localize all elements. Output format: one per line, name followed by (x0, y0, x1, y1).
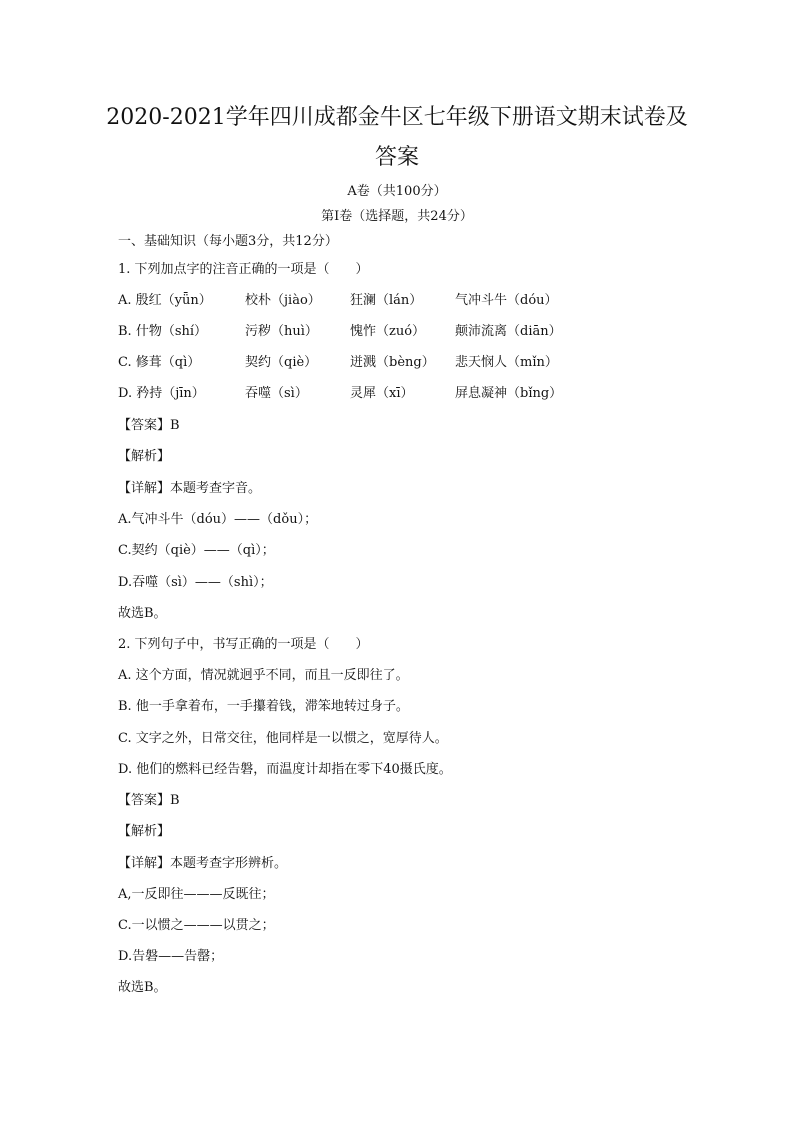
q1-option-b-word-4: 颠沛流离（diān） (455, 324, 562, 339)
q1-answer: 【答案】B (118, 418, 180, 433)
q1-option-b: B. 什物（shí） (118, 324, 208, 339)
q1-conclusion: 故选B。 (118, 606, 167, 621)
q1-option-c-word-4: 悲天悯人（mǐn） (455, 355, 558, 370)
q1-option-b-word-2: 污秽（huì） (245, 324, 318, 339)
q1-detail: 【详解】本题考查字音。 (118, 481, 262, 496)
document-title-line-2: 答案 (374, 145, 419, 170)
q1-option-d: D. 矜持（jīn） (118, 386, 205, 401)
q2-note-d: D.告磐——告罄； (118, 949, 224, 964)
q1-note-d: D.吞噬（sì）——（shì）； (118, 575, 273, 590)
q2-detail: 【详解】本题考查字形辨析。 (118, 856, 288, 871)
q1-option-a-word-4: 气冲斗牛（dóu） (455, 293, 558, 308)
q1-option-a-word-2: 校朴（jiào） (245, 293, 321, 308)
section-i-heading: 第Ⅰ卷（选择题，共24分） (321, 209, 473, 224)
q2-note-a: A,一反即往———反既往； (118, 887, 275, 902)
part-1-heading: 一、基础知识（每小题3分，共12分） (118, 234, 338, 249)
q1-analysis-heading: 【解析】 (118, 449, 171, 464)
q1-note-c: C.契约（qiè）——（qì）； (118, 543, 275, 558)
q1-option-d-word-4: 屏息凝神（bǐng） (455, 386, 563, 401)
q2-option-c: C. 文字之外，日常交往，他同样是一以惯之，宽厚待人。 (118, 731, 448, 746)
q1-option-c-word-3: 迸溅（bèng） (350, 355, 435, 370)
q1-option-d-word-2: 吞噬（sì） (245, 386, 308, 401)
q2-option-d: D. 他们的燃料已经告磐，而温度计却指在零下40摄氏度。 (118, 762, 452, 777)
q1-option-d-word-3: 灵犀（xī） (350, 386, 414, 401)
q2-stem: 2. 下列句子中，书写正确的一项是（ ） (118, 637, 369, 652)
q1-option-c-word-2: 契约（qiè） (245, 355, 318, 370)
q2-answer: 【答案】B (118, 793, 180, 808)
q1-stem: 1. 下列加点字的注音正确的一项是（ ） (118, 262, 369, 277)
q2-note-c: C.一以惯之———以贯之； (118, 918, 275, 933)
q1-option-c: C. 修葺（qì） (118, 355, 201, 370)
q1-option-a: A. 殷红（yǖn） (118, 293, 212, 308)
q2-conclusion: 故选B。 (118, 980, 167, 995)
section-a-heading: A卷（共100分） (347, 184, 447, 199)
q2-option-b: B. 他一手拿着布，一手攥着钱，滞笨地转过身子。 (118, 699, 409, 714)
document-title-line-1: 2020-2021学年四川成都金牛区七年级下册语文期末试卷及 (106, 105, 688, 130)
q1-option-a-word-3: 狂澜（lán） (350, 293, 423, 308)
q2-analysis-heading: 【解析】 (118, 824, 171, 839)
q2-option-a: A. 这个方面，情况就迥乎不同，而且一反即往了。 (118, 668, 409, 683)
q1-note-a: A.气冲斗牛（dóu）——（dǒu）； (118, 512, 318, 527)
q1-option-b-word-3: 愧怍（zuó） (350, 324, 426, 339)
